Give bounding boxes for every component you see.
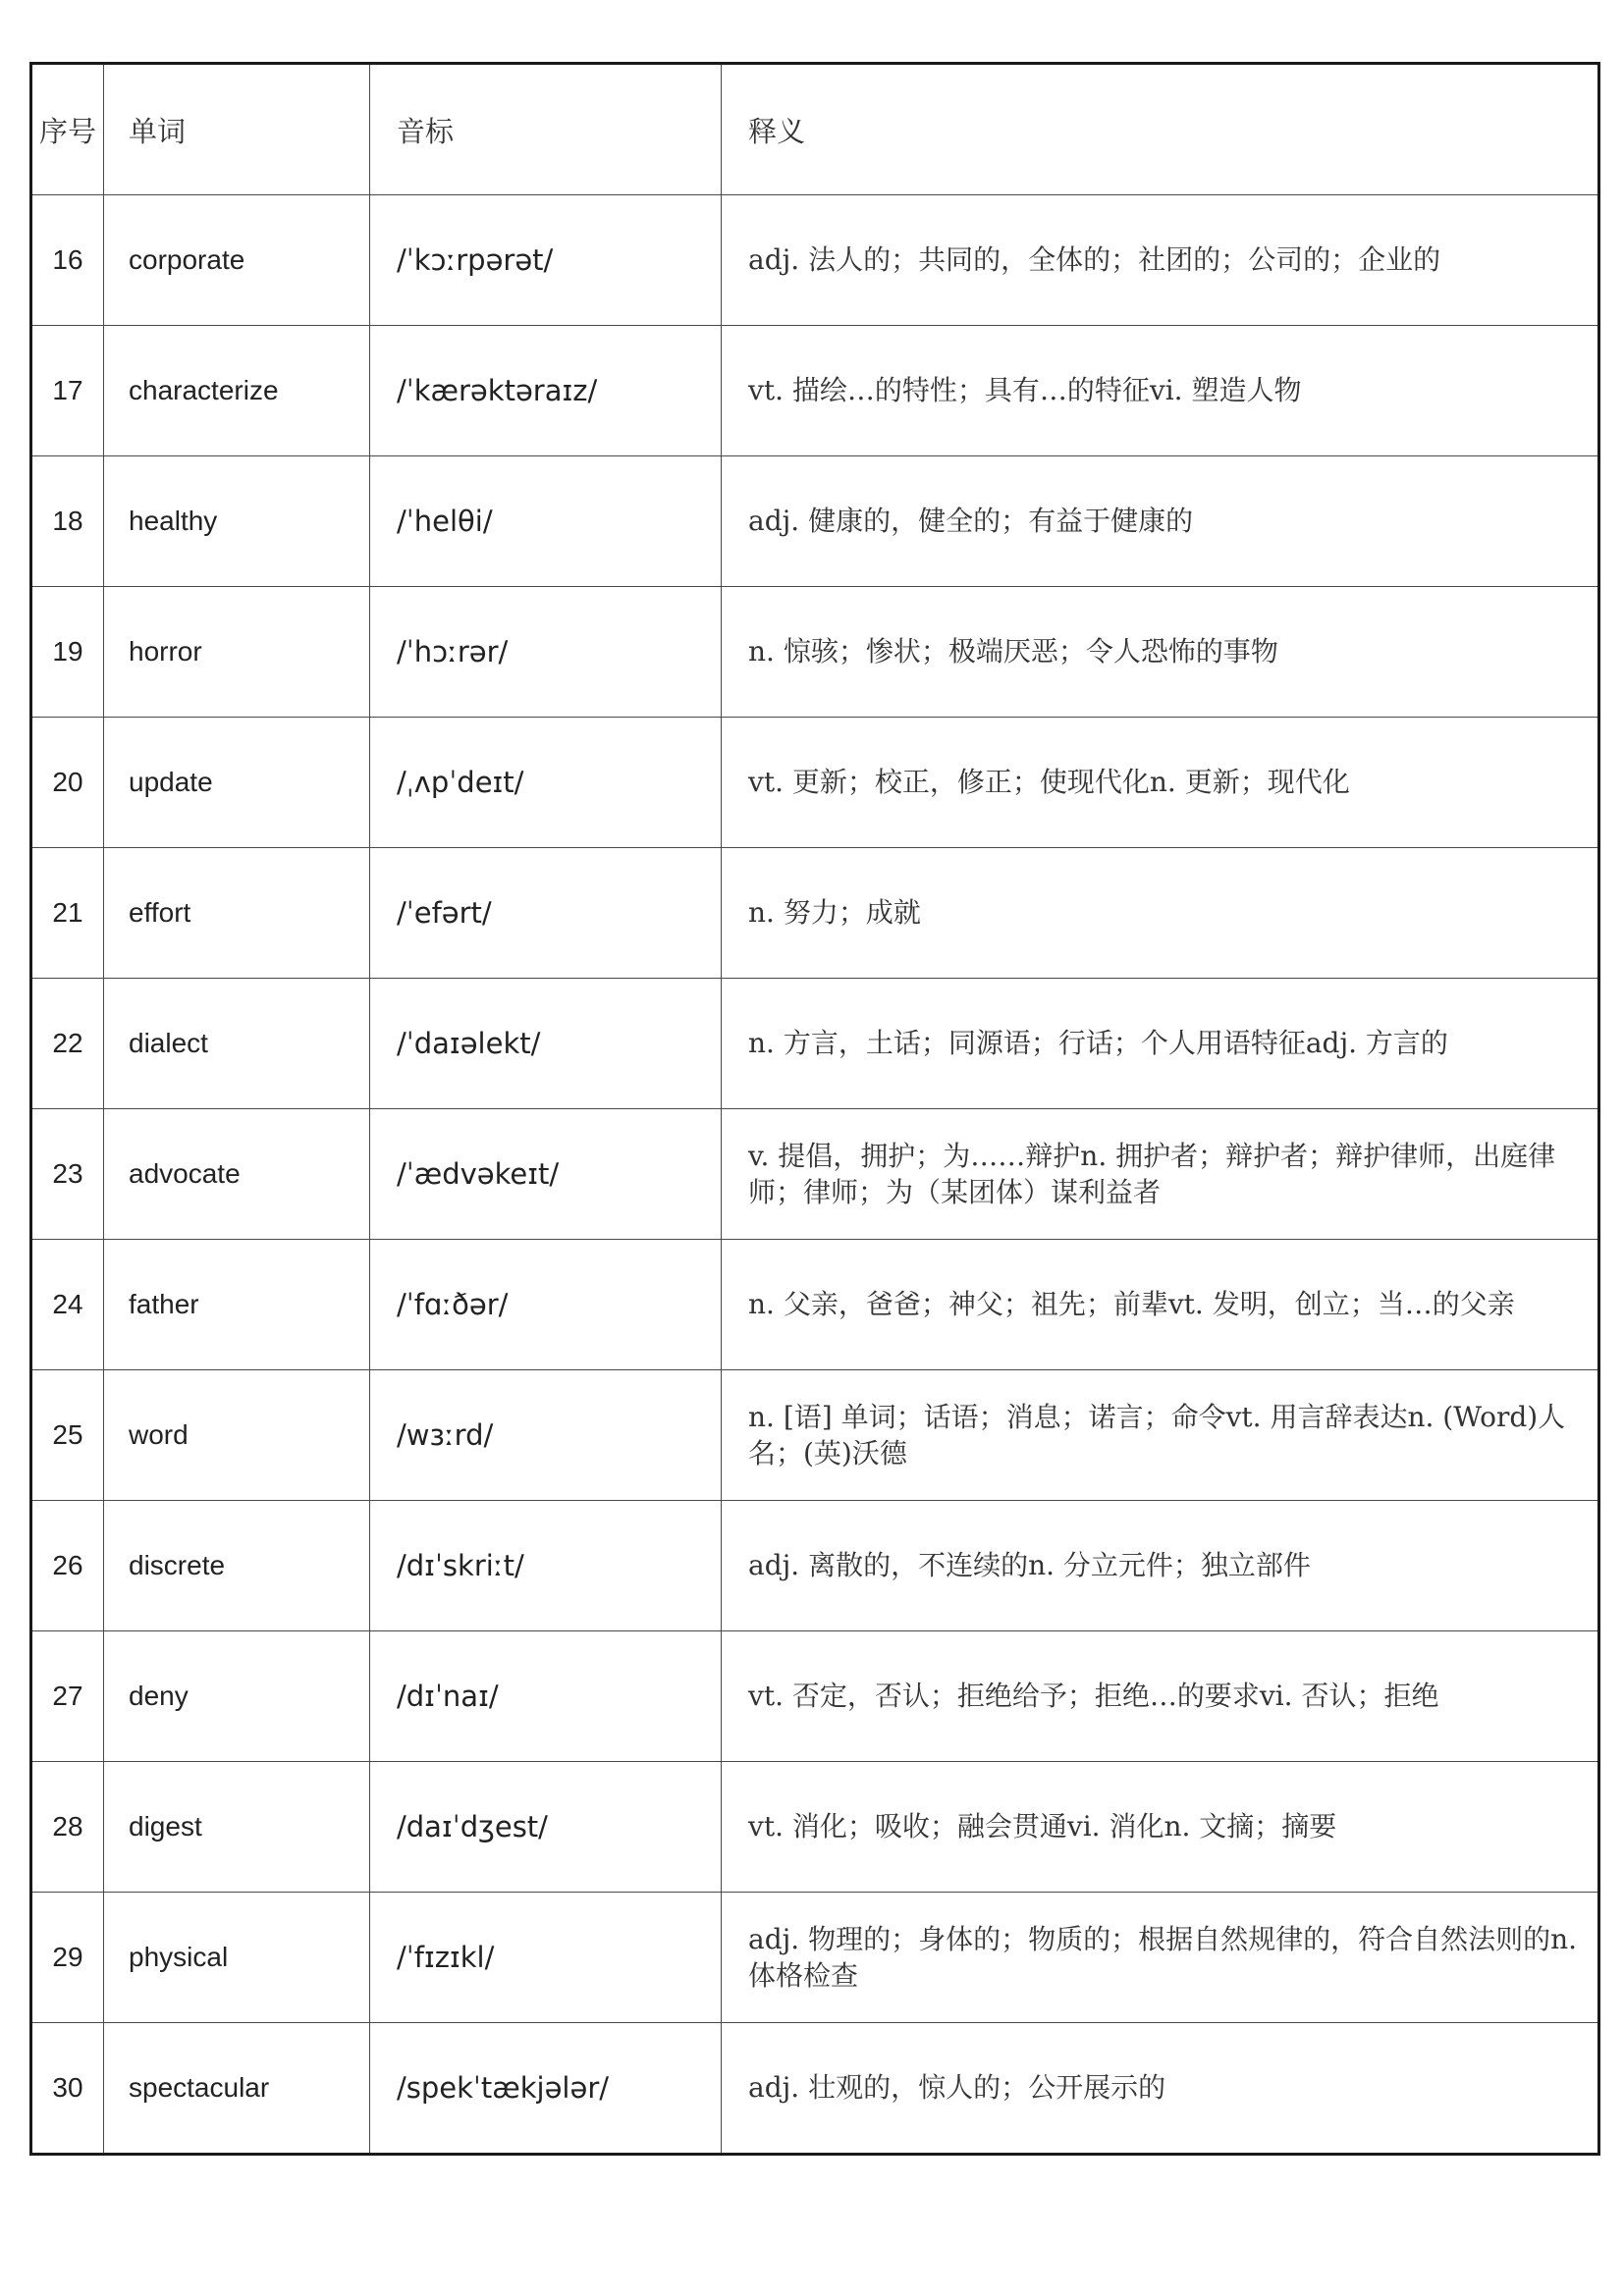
table-row — [31, 718, 1599, 848]
row-word: physical — [104, 1893, 370, 2023]
row-definition: vt. 更新；校正，修正；使现代化n. 更新；现代化 — [722, 718, 1599, 848]
row-phonetic: /daɪˈdʒest/ — [370, 1762, 722, 1893]
table-row — [31, 1370, 1599, 1501]
row-definition: n. 惊骇；惨状；极端厌恶；令人恐怖的事物 — [722, 587, 1599, 718]
row-number: 21 — [31, 848, 104, 979]
row-definition: n. [语] 单词；话语；消息；诺言；命令vt. 用言辞表达n. (Word)人名；(英)沃德 — [722, 1370, 1599, 1501]
row-phonetic: /wɜːrd/ — [370, 1370, 722, 1501]
row-definition: vt. 描绘…的特性；具有…的特征vi. 塑造人物 — [722, 326, 1599, 456]
row-word: discrete — [104, 1501, 370, 1631]
row-word: effort — [104, 848, 370, 979]
row-word: update — [104, 718, 370, 848]
row-phonetic: /ˈhɔːrər/ — [370, 587, 722, 718]
row-phonetic: /spekˈtækjələr/ — [370, 2023, 722, 2155]
row-word: corporate — [104, 195, 370, 326]
row-word: deny — [104, 1631, 370, 1762]
row-word: digest — [104, 1762, 370, 1893]
row-number: 29 — [31, 1893, 104, 2023]
table-row — [31, 456, 1599, 587]
row-number: 17 — [31, 326, 104, 456]
row-number: 16 — [31, 195, 104, 326]
row-number: 19 — [31, 587, 104, 718]
row-definition: n. 努力；成就 — [722, 848, 1599, 979]
table-row — [31, 1109, 1599, 1240]
table-row — [31, 1893, 1599, 2023]
table-row — [31, 326, 1599, 456]
row-word: father — [104, 1240, 370, 1370]
row-number: 23 — [31, 1109, 104, 1240]
table-row — [31, 195, 1599, 326]
header-definition: 释义 — [722, 64, 1599, 195]
row-definition: n. 父亲，爸爸；神父；祖先；前辈vt. 发明，创立；当…的父亲 — [722, 1240, 1599, 1370]
row-phonetic: /dɪˈskriːt/ — [370, 1501, 722, 1631]
row-phonetic: /ˈfɪzɪkl/ — [370, 1893, 722, 2023]
row-phonetic: /ˈædvəkeɪt/ — [370, 1109, 722, 1240]
table-row — [31, 587, 1599, 718]
row-definition: adj. 健康的，健全的；有益于健康的 — [722, 456, 1599, 587]
header-word: 单词 — [104, 64, 370, 195]
row-definition: n. 方言，土话；同源语；行话；个人用语特征adj. 方言的 — [722, 979, 1599, 1109]
row-word: horror — [104, 587, 370, 718]
header-number: 序号 — [31, 64, 104, 195]
row-definition: vt. 消化；吸收；融会贯通vi. 消化n. 文摘；摘要 — [722, 1762, 1599, 1893]
row-phonetic: /ˈefərt/ — [370, 848, 722, 979]
table-row — [31, 848, 1599, 979]
header-phonetic: 音标 — [370, 64, 722, 195]
row-number: 18 — [31, 456, 104, 587]
table-row — [31, 1631, 1599, 1762]
row-definition: adj. 法人的；共同的，全体的；社团的；公司的；企业的 — [722, 195, 1599, 326]
row-definition: v. 提倡，拥护；为……辩护n. 拥护者；辩护者；辩护律师，出庭律师；律师；为（某团体）谋利益者 — [722, 1109, 1599, 1240]
row-phonetic: /ˈhelθi/ — [370, 456, 722, 587]
row-word: spectacular — [104, 2023, 370, 2155]
row-phonetic: /dɪˈnaɪ/ — [370, 1631, 722, 1762]
row-definition: adj. 壮观的，惊人的；公开展示的 — [722, 2023, 1599, 2155]
row-number: 22 — [31, 979, 104, 1109]
row-word: healthy — [104, 456, 370, 587]
row-word: dialect — [104, 979, 370, 1109]
header-row — [31, 64, 1599, 195]
vocabulary-table — [29, 62, 1600, 2156]
row-number: 28 — [31, 1762, 104, 1893]
row-number: 20 — [31, 718, 104, 848]
row-phonetic: /ˈkærəktəraɪz/ — [370, 326, 722, 456]
row-definition: adj. 物理的；身体的；物质的；根据自然规律的，符合自然法则的n. 体格检查 — [722, 1893, 1599, 2023]
row-phonetic: /ˌʌpˈdeɪt/ — [370, 718, 722, 848]
table-row — [31, 979, 1599, 1109]
row-number: 26 — [31, 1501, 104, 1631]
row-word: characterize — [104, 326, 370, 456]
row-phonetic: /ˈkɔːrpərət/ — [370, 195, 722, 326]
row-word: advocate — [104, 1109, 370, 1240]
row-number: 25 — [31, 1370, 104, 1501]
table-row — [31, 2023, 1599, 2155]
table-row — [31, 1501, 1599, 1631]
table-row — [31, 1762, 1599, 1893]
row-number: 30 — [31, 2023, 104, 2155]
row-definition: vt. 否定，否认；拒绝给予；拒绝…的要求vi. 否认；拒绝 — [722, 1631, 1599, 1762]
row-phonetic: /ˈdaɪəlekt/ — [370, 979, 722, 1109]
table-row — [31, 1240, 1599, 1370]
row-number: 27 — [31, 1631, 104, 1762]
row-phonetic: /ˈfɑːðər/ — [370, 1240, 722, 1370]
row-word: word — [104, 1370, 370, 1501]
row-number: 24 — [31, 1240, 104, 1370]
row-definition: adj. 离散的，不连续的n. 分立元件；独立部件 — [722, 1501, 1599, 1631]
